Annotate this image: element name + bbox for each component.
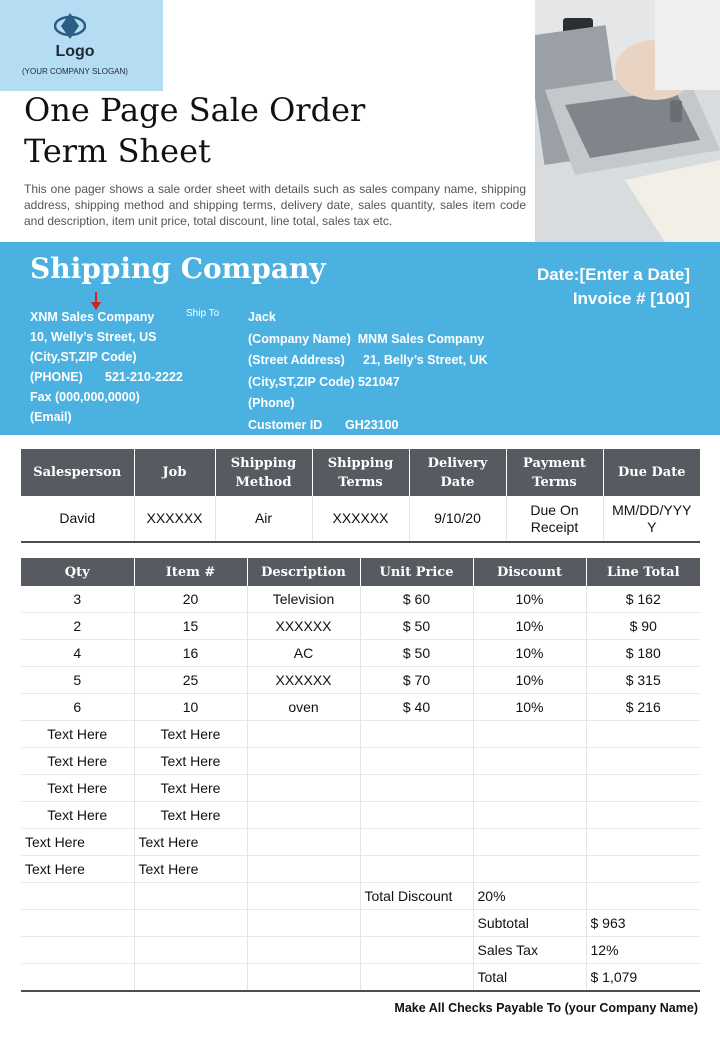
sender-phone-label: (PHONE) — [30, 370, 83, 384]
recipient-street-row — [248, 350, 488, 372]
cell-unit-price: $ 40 — [360, 694, 473, 721]
recipient-name: Jack — [248, 310, 276, 324]
sender-phone-row — [30, 367, 183, 387]
recipient-city-row — [248, 372, 488, 394]
table-row — [21, 802, 700, 829]
cell-unit-price: $ 50 — [360, 613, 473, 640]
cell-discount: 10% — [473, 640, 586, 667]
cell-qty: Text Here — [21, 721, 134, 748]
cell-job: XXXXXX — [134, 496, 215, 542]
cell-unit-price — [360, 721, 473, 748]
sender-street: 10, Welly’s Street, US — [30, 330, 157, 344]
table-row — [21, 667, 700, 694]
cell-description: oven — [247, 694, 360, 721]
shipping-heading: Shipping Company — [30, 252, 326, 285]
order-row — [21, 496, 700, 542]
empty-cell — [134, 883, 247, 910]
cell-discount — [473, 721, 586, 748]
cell-description — [247, 721, 360, 748]
empty-cell — [21, 883, 134, 910]
cell-unit-price — [360, 775, 473, 802]
summary-label: Total Discount — [360, 883, 473, 910]
cell-line-total — [586, 856, 700, 883]
header-job: Job — [134, 449, 215, 496]
cell-line-total — [586, 829, 700, 856]
cell-qty: 3 — [21, 586, 134, 613]
summary-rate: 12% — [586, 937, 700, 964]
items-header-row — [21, 558, 700, 586]
empty-cell — [247, 937, 360, 964]
cell-line-total — [586, 802, 700, 829]
summary-label: Subtotal — [473, 910, 586, 937]
table-row — [21, 775, 700, 802]
cell-line-total — [586, 775, 700, 802]
cell-discount: 10% — [473, 586, 586, 613]
cell-shipping-method: Air — [215, 496, 312, 542]
recipient-phone: (Phone) — [248, 396, 295, 410]
empty-cell — [21, 910, 134, 937]
empty-cell — [247, 910, 360, 937]
cell-unit-price — [360, 829, 473, 856]
cell-description: XXXXXX — [247, 667, 360, 694]
summary-label: Sales Tax — [473, 937, 586, 964]
summary-row-sales-tax — [21, 937, 700, 964]
summary-amount: $ 1,079 — [586, 964, 700, 992]
cell-unit-price — [360, 802, 473, 829]
summary-row-total-discount — [21, 883, 700, 910]
header-shipping-terms: Shipping Terms — [312, 449, 409, 496]
summary-label: Total — [473, 964, 586, 992]
recipient-street: 21, Belly’s Street, UK — [363, 353, 488, 367]
cell-item-number: Text Here — [134, 856, 247, 883]
header-item-number: Item # — [134, 558, 247, 586]
empty-cell — [134, 937, 247, 964]
cell-discount — [473, 775, 586, 802]
recipient-company-label: (Company Name) — [248, 331, 351, 346]
recipient-city-label: (City,ST,ZIP Code) — [248, 374, 355, 389]
cell-discount — [473, 829, 586, 856]
sender-email: (Email) — [30, 410, 72, 424]
summary-rate: 20% — [473, 883, 586, 910]
cell-discount — [473, 748, 586, 775]
cell-item-number: Text Here — [134, 721, 247, 748]
cell-salesperson: David — [21, 496, 134, 542]
recipient-company-row — [248, 329, 488, 351]
checks-payable-note: Make All Checks Payable To (your Company Name) — [394, 1001, 698, 1015]
customer-id: GH23100 — [345, 417, 399, 432]
empty-cell — [247, 964, 360, 992]
cell-qty: Text Here — [21, 802, 134, 829]
empty-cell — [360, 910, 473, 937]
logo-icon — [54, 10, 86, 42]
recipient-company: MNM Sales Company — [357, 331, 485, 346]
summary-amount: $ 963 — [586, 910, 700, 937]
cell-line-total — [586, 721, 700, 748]
table-row — [21, 586, 700, 613]
cell-line-total: $ 162 — [586, 586, 700, 613]
description: This one pager shows a sale order sheet with details such as sales company name, shipping address, shipping method and shipping terms, delivery date, sales quantity, sales item code and description, item unit price, total discount, line total, sales tax etc. — [24, 182, 526, 228]
header-due-date: Due Date — [603, 449, 700, 496]
cell-payment-terms: Due On Receipt — [506, 496, 603, 542]
cell-line-total: $ 216 — [586, 694, 700, 721]
empty-cell — [134, 964, 247, 992]
cell-item-number: Text Here — [134, 748, 247, 775]
cell-description: AC — [247, 640, 360, 667]
recipient-city: 521047 — [357, 374, 400, 389]
cell-description: XXXXXX — [247, 613, 360, 640]
sender-fax: Fax (000,000,0000) — [30, 390, 140, 404]
cell-item-number: 10 — [134, 694, 247, 721]
empty-cell — [247, 883, 360, 910]
table-row — [21, 640, 700, 667]
page-title — [24, 90, 524, 172]
empty-cell — [21, 964, 134, 992]
cell-qty: Text Here — [21, 775, 134, 802]
header-shipping-method: Shipping Method — [215, 449, 312, 496]
cell-discount: 10% — [473, 667, 586, 694]
empty-cell — [360, 937, 473, 964]
logo-box — [0, 0, 163, 91]
empty-cell — [360, 964, 473, 992]
summary-amount — [586, 883, 700, 910]
table-row — [21, 856, 700, 883]
cell-item-number: 20 — [134, 586, 247, 613]
empty-cell — [134, 910, 247, 937]
header-unit-price: Unit Price — [360, 558, 473, 586]
cell-line-total — [586, 748, 700, 775]
cell-discount: 10% — [473, 613, 586, 640]
cell-shipping-terms: XXXXXX — [312, 496, 409, 542]
order-table — [21, 449, 700, 543]
cell-qty: Text Here — [21, 748, 134, 775]
table-row — [21, 694, 700, 721]
table-row — [21, 829, 700, 856]
cell-item-number: Text Here — [134, 829, 247, 856]
cell-description — [247, 802, 360, 829]
cell-qty: 6 — [21, 694, 134, 721]
header-salesperson: Salesperson — [21, 449, 134, 496]
recipient-street-label: (Street Address) — [248, 353, 345, 367]
header-qty: Qty — [21, 558, 134, 586]
cell-qty: Text Here — [21, 829, 134, 856]
cell-qty: 2 — [21, 613, 134, 640]
cell-unit-price — [360, 748, 473, 775]
cell-item-number: Text Here — [134, 802, 247, 829]
cell-description — [247, 775, 360, 802]
cell-due-date: MM/DD/YYYY — [603, 496, 700, 542]
order-header-row — [21, 449, 700, 496]
header-description: Description — [247, 558, 360, 586]
recipient-customer-row — [248, 415, 488, 437]
cell-qty: 4 — [21, 640, 134, 667]
cell-discount — [473, 802, 586, 829]
header-delivery-date: Delivery Date — [409, 449, 506, 496]
sender-address — [30, 307, 183, 427]
cell-description: Television — [247, 586, 360, 613]
cell-qty: 5 — [21, 667, 134, 694]
invoice-number: Invoice # [100] — [572, 289, 690, 308]
table-row — [21, 721, 700, 748]
cell-discount — [473, 856, 586, 883]
date-field: Date:[Enter a Date] — [536, 265, 690, 284]
cell-unit-price: $ 50 — [360, 640, 473, 667]
cell-discount: 10% — [473, 694, 586, 721]
cell-unit-price: $ 70 — [360, 667, 473, 694]
logo-slogan: (YOUR COMPANY SLOGAN) — [22, 67, 128, 76]
cell-unit-price — [360, 856, 473, 883]
cell-item-number: 25 — [134, 667, 247, 694]
title-line-2: Term Sheet — [24, 132, 211, 170]
cell-description — [247, 748, 360, 775]
summary-row-subtotal — [21, 910, 700, 937]
recipient-address — [248, 307, 488, 436]
title-line-1: One Page Sale Order — [24, 91, 366, 129]
cell-delivery-date: 9/10/20 — [409, 496, 506, 542]
header-payment-terms: Payment Terms — [506, 449, 603, 496]
logo-text: Logo — [55, 43, 95, 60]
items-table — [21, 558, 700, 992]
cell-line-total: $ 180 — [586, 640, 700, 667]
sender-phone: 521-210-2222 — [105, 370, 183, 384]
cell-qty: Text Here — [21, 856, 134, 883]
cell-line-total: $ 315 — [586, 667, 700, 694]
ship-to-label: Ship To — [186, 308, 220, 319]
cell-line-total: $ 90 — [586, 613, 700, 640]
cell-description — [247, 829, 360, 856]
cell-item-number: 15 — [134, 613, 247, 640]
table-row — [21, 613, 700, 640]
sender-company: XNM Sales Company — [30, 310, 155, 324]
empty-cell — [21, 937, 134, 964]
header-line-total: Line Total — [586, 558, 700, 586]
customer-id-label: Customer ID — [248, 417, 323, 432]
summary-row-total — [21, 964, 700, 992]
sender-city: (City,ST,ZIP Code) — [30, 350, 137, 364]
cell-unit-price: $ 60 — [360, 586, 473, 613]
table-row — [21, 748, 700, 775]
laptop-photo — [535, 0, 720, 242]
cell-item-number: 16 — [134, 640, 247, 667]
cell-description — [247, 856, 360, 883]
header-discount: Discount — [473, 558, 586, 586]
cell-item-number: Text Here — [134, 775, 247, 802]
